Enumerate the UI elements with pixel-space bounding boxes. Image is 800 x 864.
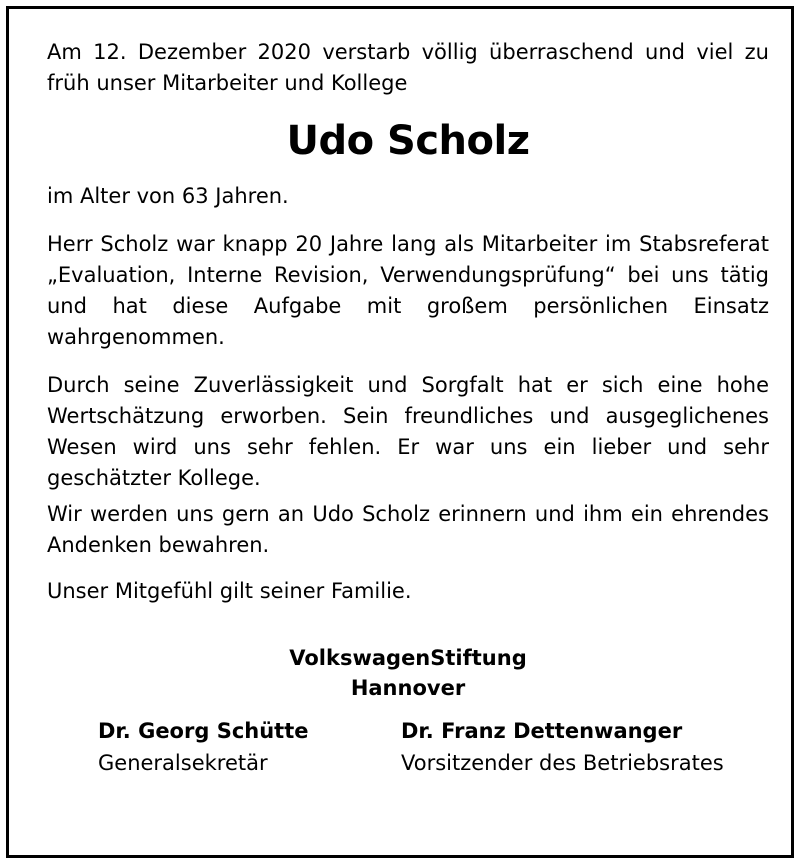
signatory-role: Vorsitzender des Betriebsrates xyxy=(401,751,724,775)
organization-name: VolkswagenStiftung xyxy=(289,646,527,670)
signatory-role: Generalsekretär xyxy=(98,751,268,775)
condolence-paragraph: Unser Mitgefühl gilt seiner Familie. xyxy=(47,579,412,603)
intro-text: Am 12. Dezember 2020 verstarb völlig überraschend und viel zu früh unser Mitarbeiter und Kollege xyxy=(47,40,769,95)
age-text: im Alter von 63 Jahren. xyxy=(47,184,289,208)
signatory-name: Dr. Georg Schütte xyxy=(98,719,309,743)
signatory-2 xyxy=(401,715,724,779)
signatory-1 xyxy=(98,715,308,779)
deceased-name: Udo Scholz xyxy=(286,118,530,164)
obituary-frame xyxy=(6,6,794,858)
remembrance-paragraph: Wir werden uns gern an Udo Scholz erinnern und ihm ein ehrendes Andenken bewahren. xyxy=(47,502,769,557)
signatories xyxy=(47,715,769,785)
character-paragraph: Durch seine Zuverlässigkeit und Sorgfalt hat er sich eine hohe Wertschätzung erworben. Sein freundliches und ausgeglichenes Wesen wird uns sehr fehlen. Er war uns ein lieber und sehr geschätzter Kollege. xyxy=(47,373,769,490)
organization-city: Hannover xyxy=(350,676,466,700)
signatory-name: Dr. Franz Dettenwanger xyxy=(401,719,683,743)
organization-block xyxy=(47,643,769,703)
career-paragraph: Herr Scholz war knapp 20 Jahre lang als Mitarbeiter im Stabsreferat „Evaluation, Interne Revision, Verwendungsprüfung“ bei uns tätig und hat diese Aufgabe mit großem persönlichen Einsatz wahrgenommen. xyxy=(47,232,769,349)
obituary-content xyxy=(47,37,769,785)
